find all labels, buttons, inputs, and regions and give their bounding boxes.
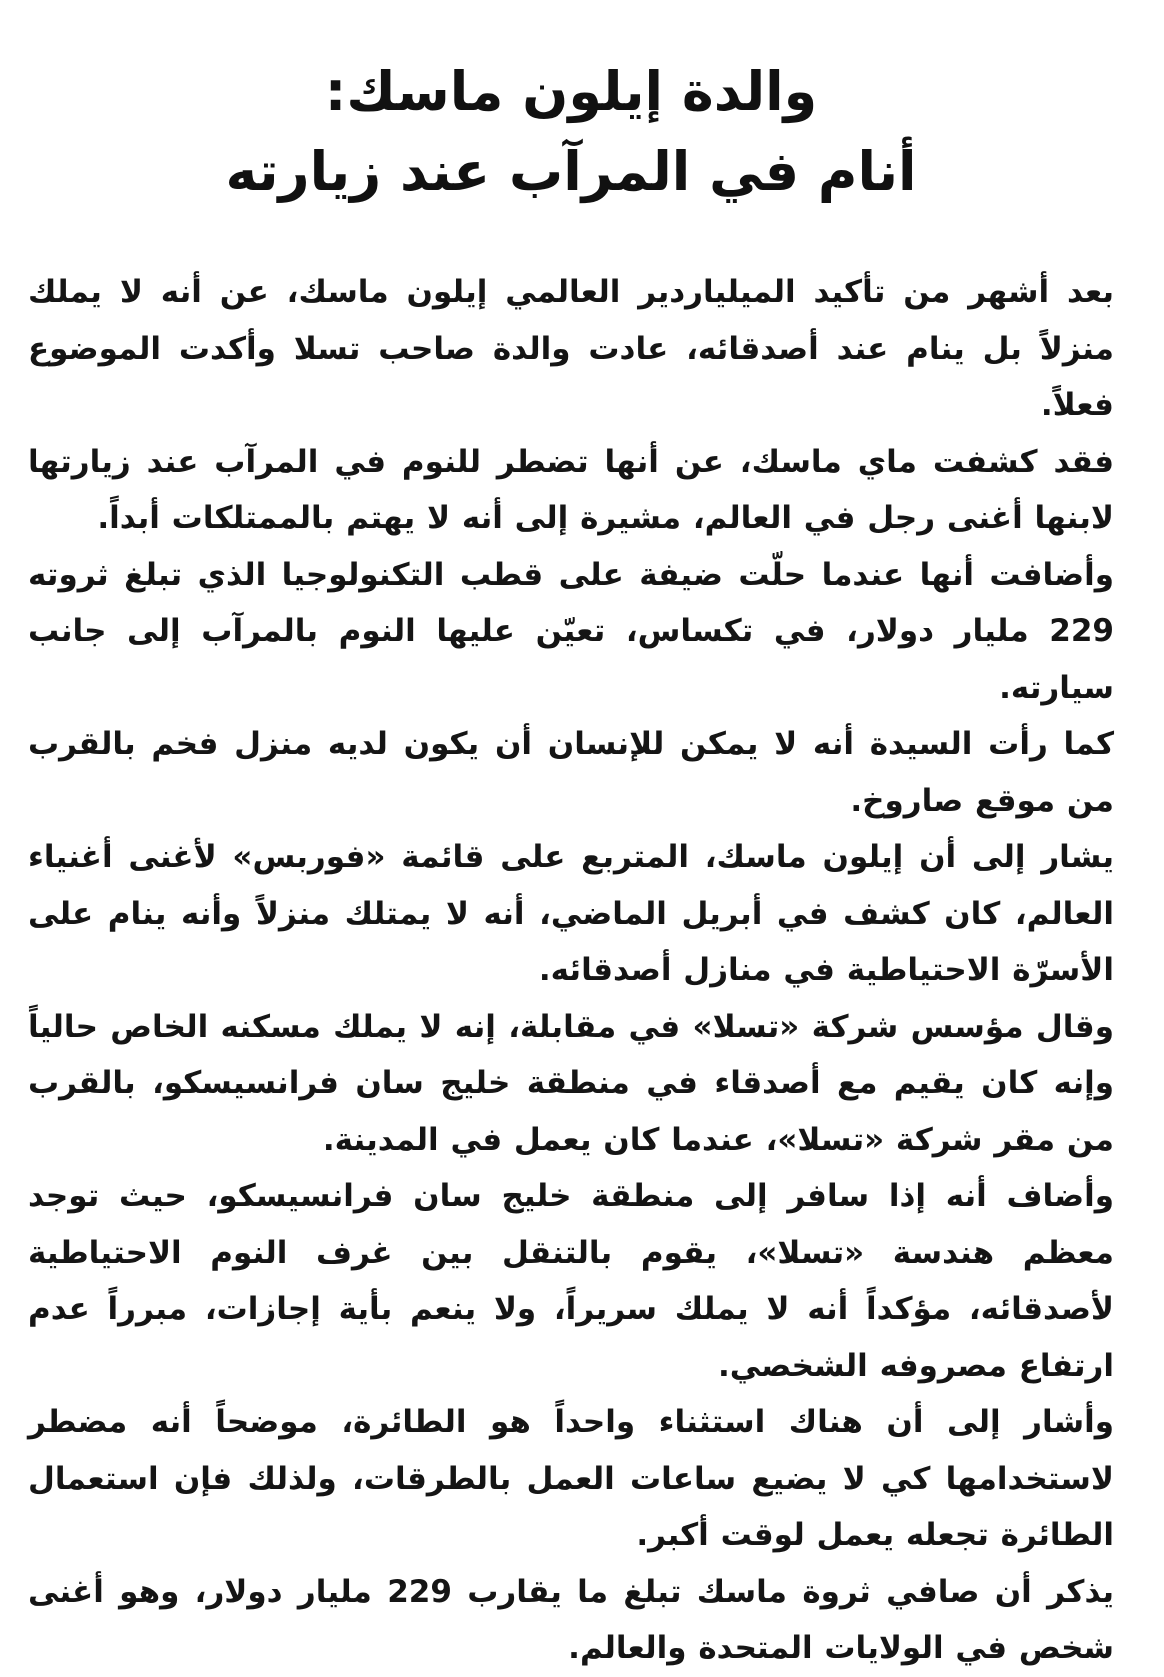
- article-headline: [28, 52, 1114, 212]
- article-paragraph: يشار إلى أن إيلون ماسك، المتربع على قائمة «فوربس» لأغنى أغنياء العالم، كان كشف في أبريل الماضي، أنه لا يمتلك منزلاً وأنه ينام على الأسرّة الاحتياطية في منازل أصدقائه.: [28, 839, 1114, 988]
- article-paragraph: يذكر أن صافي ثروة ماسك تبلغ ما يقارب 229 مليار دولار، وهو أغنى شخص في الولايات المتحدة والعالم.: [28, 1573, 1114, 1666]
- article-paragraph: وأشار إلى أن هناك استثناء واحداً هو الطائرة، موضحاً أنه مضطر لاستخدامها كي لا يضيع ساعات العمل بالطرقات، ولذلك فإن استعمال الطائرة تجعله يعمل لوقت أكبر.: [28, 1404, 1114, 1553]
- article-paragraph: فقد كشفت ماي ماسك، عن أنها تضطر للنوم في المرآب عند زيارتها لابنها أغنى رجل في العالم، مشيرة إلى أنه لا يهتم بالممتلكات أبداً.: [28, 443, 1114, 536]
- headline-line-2: أنام في المرآب عند زيارته: [225, 140, 917, 203]
- headline-line-1: والدة إيلون ماسك:: [324, 60, 818, 123]
- article-paragraph: وأضاف أنه إذا سافر إلى منطقة خليج سان فرانسيسكو، حيث توجد معظم هندسة «تسلا»، يقوم بالتنقل بين غرف النوم الاحتياطية لأصدقائه، مؤكداً أنه لا يملك سريراً، ولا ينعم بأية إجازات، مبرراً عدم ارتفاع مصروفه الشخصي.: [28, 1178, 1114, 1384]
- article-paragraph: وأضافت أنها عندما حلّت ضيفة على قطب التكنولوجيا الذي تبلغ ثروته 229 مليار دولار، في تكساس، تعيّن عليها النوم بالمرآب إلى جانب سيارته.: [28, 556, 1114, 706]
- news-article: [28, 52, 1114, 1666]
- article-paragraph: بعد أشهر من تأكيد الميلياردير العالمي إيلون ماسك، عن أنه لا يملك منزلاً بل ينام عند أصدقائه، عادت والدة صاحب تسلا وأكدت الموضوع فعلاً.: [28, 274, 1114, 423]
- article-paragraph: وقال مؤسس شركة «تسلا» في مقابلة، إنه لا يملك مسكنه الخاص حالياً وإنه كان يقيم مع أصدقاء في منطقة خليج سان فرانسيسكو، بالقرب من مقر شركة «تسلا»، عندما كان يعمل في المدينة.: [28, 1008, 1114, 1158]
- article-body: [28, 264, 1114, 1677]
- article-paragraph: كما رأت السيدة أنه لا يمكن للإنسان أن يكون لديه منزل فخم بالقرب من موقع صاروخ.: [28, 726, 1114, 819]
